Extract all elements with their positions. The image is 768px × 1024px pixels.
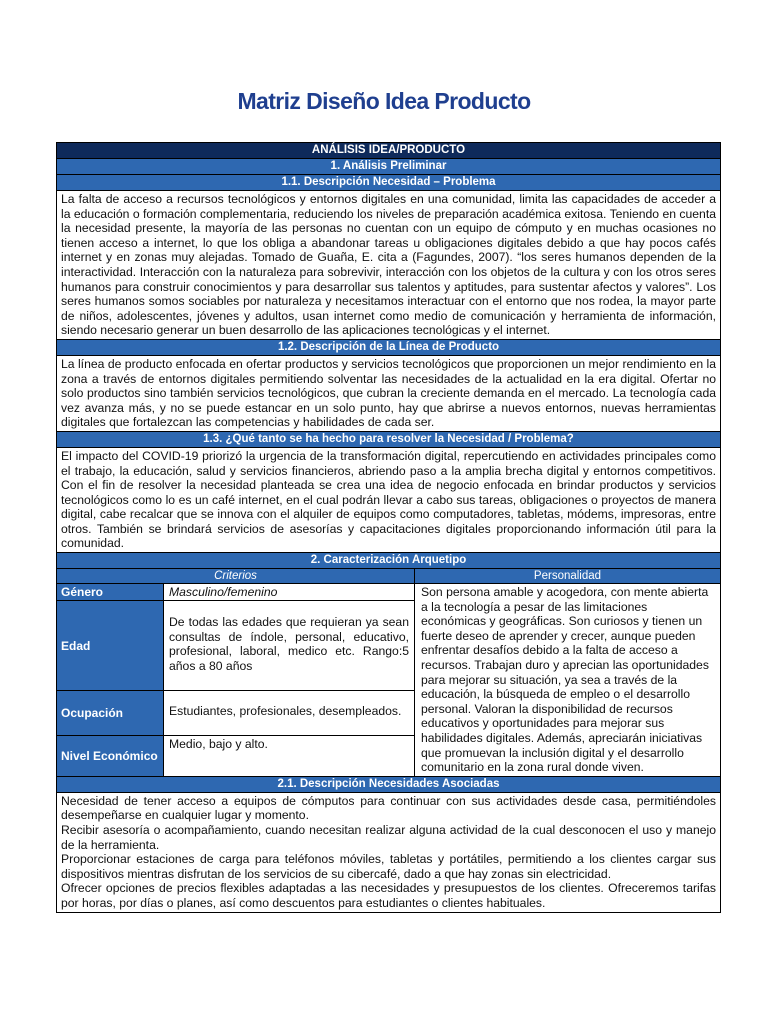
document-title: Matriz Diseño Idea Producto [237, 88, 531, 114]
criteria-value: Estudiantes, profesionales, desempleados. [169, 704, 402, 719]
criteria-label: Género [57, 584, 164, 600]
criteria-row-age [57, 601, 414, 691]
archetype-table [57, 569, 720, 777]
product-line-text: La línea de producto enfocada en ofertar productos y servicios tecnológicos que proporcionen un mejor rendimiento en la zona a través de entornos digitales permitiendo solventar las necesidades de la actualidad en la era digital. Ofertar no solo productos sino también servicios tecnológicos, que cubran la creciente demanda en el mercado. La tecnología cada vez avanza más, y no se puede estancar en un solo punto, hay que abrirse a nuevos entornos, nuevas herramientas digitales que fortalezcan las competencias y habilidades de cada ser. [57, 356, 720, 432]
associated-needs-text [57, 793, 720, 912]
work-done-text: El impacto del COVID-19 priorizó la urgencia de la transformación digital, repercutiendo en actividades principales como el trabajo, la educación, salud y servicios financieros, abriendo paso a la amplia brecha digital y entornos competitivos. Con el fin de resolver la necesidad planteada se crea una idea de negocio enfocada en brindar productos y servicios tecnológicos como lo es un café internet, en el cual podrán llevar a cabo sus tareas, obligaciones o proyectos de manera digital, cabe recalcar que se innova con el alquiler de equipos como computadores, tabletas, módems, impresoras, entre otros. También se brindará servicios de asesorías y capacitaciones digitales proporcionando información útil para la comunidad. [57, 448, 720, 553]
product-line-header: 1.2. Descripción de la Línea de Producto [57, 340, 720, 356]
preliminary-analysis-header: 1. Análisis Preliminar [57, 159, 720, 175]
associated-need-item: Recibir asesoría o acompañamiento, cuando necesitan realizar alguna actividad de la cual desconocen el uso y manejo de la herramienta. [61, 822, 716, 852]
criteria-column [57, 569, 415, 776]
associated-need-item: Necesidad de tener acceso a equipos de cómputos para continuar con sus actividades desde casa, permitiéndoles desempeñarse en cualquier lugar y momento. [61, 793, 716, 823]
personality-column [415, 569, 720, 776]
archetype-header: 2. Caracterización Arquetipo [57, 553, 720, 569]
product-design-matrix [56, 142, 721, 913]
criteria-label: Edad [57, 601, 164, 690]
criteria-value: Medio, bajo y alto. [169, 737, 268, 752]
associated-need-item: Proporcionar estaciones de carga para teléfonos móviles, tabletas y portátiles, permitiendo a los clientes cargar sus dispositivos mientras disfrutan de los servicios de su cibercafé, dado a que hay zonas sin electricidad. [61, 852, 716, 881]
criteria-label: Nivel Económico [57, 736, 164, 776]
associated-needs-header: 2.1. Descripción Necesidades Asociadas [57, 777, 720, 793]
criteria-row-gender [57, 584, 414, 601]
criteria-label: Ocupación [57, 691, 164, 735]
need-description-text: La falta de acceso a recursos tecnológicos y entornos digitales en una comunidad, limita las capacidades de acceder a la educación o formación complementaria, reduciendo los niveles de preparación académica exitosa. Teniendo en cuenta la necesidad presente, la mayoría de las personas no cuentan con un equipo de cómputo y en muchas ocasiones no tienen acceso a internet, lo que los obliga a abandonar tareas u obligaciones digitales debido a que hay pocos cafés internet y en zonas muy alejadas. Tomado de Guaña, E. cita a (Fagundes, 2007). “los seres humanos dependen de la interactividad. Interacción con la naturaleza para sobrevivir, interacción con los objetos de la cultura y con los otros seres humanos para construir conocimientos y para desarrollar sus talentos y aptitudes, para sustentar afectos y valores”. Los seres humanos somos sociables por naturaleza y necesitamos interactuar con el entorno que nos rodea, la mayor parte de niños, adolescentes, jóvenes y adultos, usan internet como medio de comunicación y herramienta de información, siendo necesario generar un buen desarrollo de las aplicaciones tecnológicas y el internet. [57, 191, 720, 340]
need-description-header: 1.1. Descripción Necesidad – Problema [57, 175, 720, 191]
analysis-header: ANÁLISIS IDEA/PRODUCTO [57, 143, 720, 159]
criteria-value: De todas las edades que requieran ya sean consultas de índole, personal, educativo, profesional, laboral, medico etc. Rango:5 años a 80 años [169, 615, 409, 673]
associated-need-item: Ofrecer opciones de precios flexibles adaptadas a las necesidades y presupuestos de los clientes. Ofreceremos tarifas por horas, por días o planes, así como descuentos para estudiantes o clientes habituales. [61, 881, 716, 910]
criteria-value: Masculino/femenino [169, 585, 278, 600]
criteria-row-economic-level [57, 736, 414, 776]
criteria-header: Criterios [57, 569, 414, 584]
personality-text: Son persona amable y acogedora, con mente abierta a la tecnología a pesar de las limitaciones económicas y geográficas. Son curiosos y tienen un fuerte deseo de aprender y crecer, aunque pueden enfrentar desafíos debido a la falta de acceso a recursos. Trabajan duro y aprecian las oportunidades para mejorar su situación, ya sea a través de la educación, la búsqueda de empleo o el desarrollo personal. Valoran la disponibilidad de recursos educativos y oportunidades para mejorar sus habilidades digitales. Además, apreciarán iniciativas que promuevan la inclusión digital y el desarrollo comunitario en la zona rural donde viven. [421, 585, 709, 775]
work-done-header: 1.3. ¿Qué tanto se ha hecho para resolver la Necesidad / Problema? [57, 432, 720, 448]
personality-header: Personalidad [415, 569, 720, 584]
criteria-row-occupation [57, 691, 414, 736]
